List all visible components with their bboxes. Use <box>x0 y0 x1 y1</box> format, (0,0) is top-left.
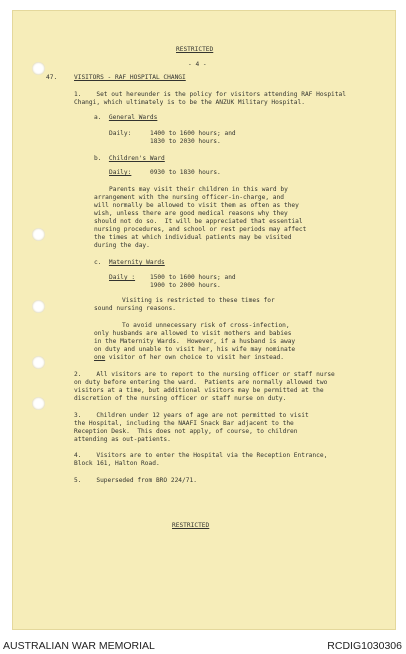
childrens-ward-text: wish, unless there are good medical reasons why they <box>94 210 288 217</box>
maternity-wards-text: Visiting is restricted to these times for <box>122 297 275 304</box>
para2-line: visitors at a time, but additional visitors may be permitted at the <box>74 387 324 394</box>
general-wards-heading: a. General Wards <box>94 114 158 121</box>
section-title: VISITORS - RAF HOSPITAL CHANGI <box>74 74 186 81</box>
childrens-ward-text: nursing procedures, and school or rest periods may affect <box>94 226 307 233</box>
childrens-ward-text: arrangement with the nursing officer-in-charge, and <box>94 194 284 201</box>
para1-line: Changi, which ultimately is to be the ANZUK Military Hospital. <box>74 99 305 106</box>
general-wards-hours: 1830 to 2030 hours. <box>109 138 221 145</box>
maternity-wards-heading: c. Maternity Wards <box>94 259 165 266</box>
childrens-ward-text: the times at which individual patients may be visited <box>94 234 292 241</box>
maternity-wards-text: only husbands are allowed to visit mothers and babies <box>94 330 292 337</box>
childrens-ward-text: Parents may visit their children in this ward by <box>109 186 288 193</box>
section-number: 47. <box>46 74 58 81</box>
maternity-wards-hours: Daily : 1500 to 1600 hours; and <box>109 274 236 281</box>
para3-line: 3. Children under 12 years of age are not permitted to visit <box>74 412 309 419</box>
page-number: - 4 - <box>188 61 207 68</box>
para1-line: 1. Set out hereunder is the policy for visitors attending RAF Hospital <box>74 91 346 98</box>
classification-footer: RESTRICTED <box>172 522 210 529</box>
document-page <box>12 10 396 630</box>
childrens-ward-text: during the day. <box>94 242 150 249</box>
para4-line: Block 161, Halton Road. <box>74 460 160 467</box>
childrens-ward-text: should not do so. It will be appreciated that essential <box>94 218 303 225</box>
para2-line: discretion of the nursing officer or staff nurse on duty. <box>74 395 287 402</box>
para2-line: 2. All visitors are to report to the nursing officer or staff nurse <box>74 371 335 378</box>
maternity-wards-text: one visitor of her own choice to visit her instead. <box>94 354 284 361</box>
archive-institution: AUSTRALIAN WAR MEMORIAL <box>3 640 155 652</box>
general-wards-hours: Daily: 1400 to 1600 hours; and <box>109 130 236 137</box>
childrens-ward-heading: b. Children's Ward <box>94 155 165 162</box>
para4-line: 4. Visitors are to enter the Hospital via the Reception Entrance, <box>74 452 328 459</box>
para3-line: Reception Desk. This does not apply, of course, to children <box>74 428 298 435</box>
para5-line: 5. Superseded from BRO 224/71. <box>74 477 197 484</box>
para2-line: on duty before entering the ward. Patients are normally allowed two <box>74 379 328 386</box>
archive-reference: RCDIG1030306 <box>327 640 402 652</box>
childrens-ward-hours: Daily: 0930 to 1830 hours. <box>109 169 221 176</box>
para3-line: the Hospital, including the NAAFI Snack Bar adjacent to the <box>74 420 294 427</box>
archive-footer <box>0 637 406 654</box>
maternity-wards-text: To avoid unnecessary risk of cross-infection, <box>122 322 290 329</box>
classification-header: RESTRICTED <box>176 46 214 53</box>
para3-line: attending as out-patients. <box>74 436 171 443</box>
childrens-ward-text: will normally be allowed to visit them as often as they <box>94 202 299 209</box>
typed-document <box>12 10 396 630</box>
maternity-wards-text: sound nursing reasons. <box>94 305 176 312</box>
maternity-wards-hours: 1900 to 2000 hours. <box>109 282 221 289</box>
maternity-wards-text: on duty and unable to visit her, his wife may nominate <box>94 346 296 353</box>
maternity-wards-text: in the Maternity Wards. However, if a husband is away <box>94 338 296 345</box>
